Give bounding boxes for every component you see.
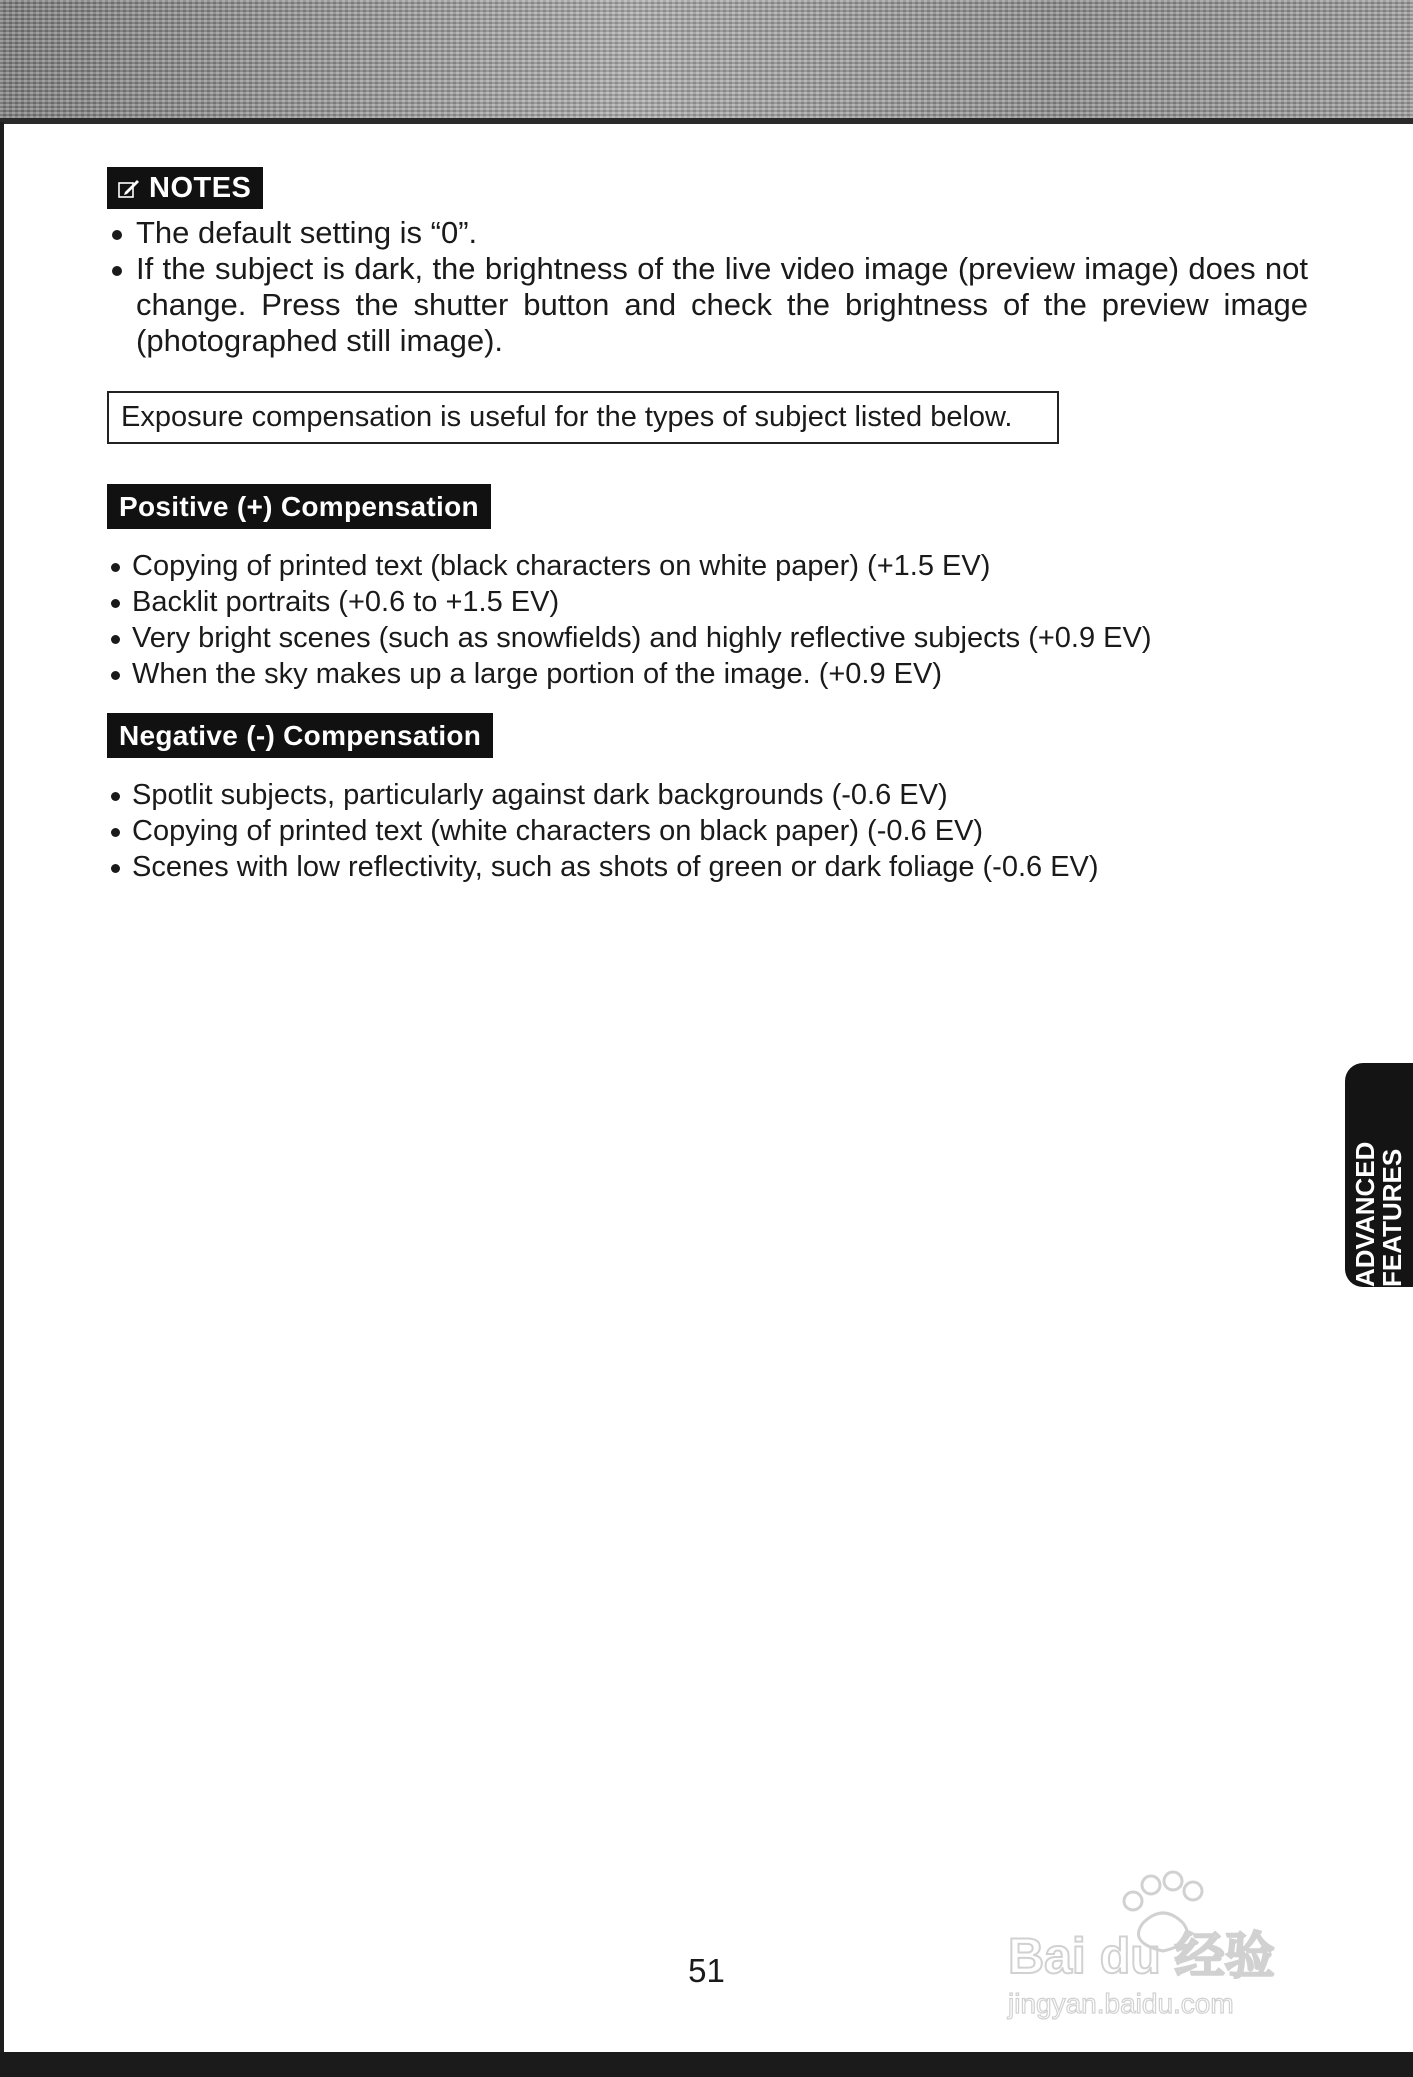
list-item: Very bright scenes (such as snowfields) and highly reflective subjects (+0.9 EV) xyxy=(108,620,1358,656)
list-item: Scenes with low reflectivity, such as shots of green or dark foliage (-0.6 EV) xyxy=(108,849,1358,885)
baidu-watermark-logo xyxy=(1003,1863,1333,2028)
advanced-features-tab xyxy=(1345,1063,1413,1287)
list-item: When the sky makes up a large portion of the image. (+0.9 EV) xyxy=(108,656,1358,692)
side-tab-label: ADVANCED FEATURES xyxy=(1350,1141,1407,1287)
negative-heading: Negative (-) Compensation xyxy=(107,713,493,758)
notes-badge xyxy=(107,167,263,209)
list-item: Copying of printed text (white characters on black paper) (-0.6 EV) xyxy=(108,813,1358,849)
pencil-note-icon xyxy=(117,177,141,199)
scan-left-edge xyxy=(0,122,12,2062)
list-item: Spotlit subjects, particularly against dark backgrounds (-0.6 EV) xyxy=(108,777,1358,813)
notes-label: NOTES xyxy=(149,171,252,204)
list-item: Copying of printed text (black characters on white paper) (+1.5 EV) xyxy=(108,548,1358,584)
watermark-url: jingyan.baidu.com xyxy=(1008,1988,1234,2019)
notes-list xyxy=(108,215,1308,359)
page-number: 51 xyxy=(688,1952,725,1989)
intro-box: Exposure compensation is useful for the types of subject listed below. xyxy=(107,391,1059,444)
header-divider xyxy=(0,118,1413,124)
negative-list xyxy=(108,777,1358,885)
positive-heading: Positive (+) Compensation xyxy=(107,484,491,529)
watermark-brand: Bai du 经验 xyxy=(1008,1928,1275,1984)
list-item: The default setting is “0”. xyxy=(108,215,1308,251)
scan-bottom-edge xyxy=(0,2052,1413,2077)
list-item: If the subject is dark, the brightness of the live video image (preview image) does not change. Press the shutter button and check the brightness of the preview image (photographed still image). xyxy=(108,251,1308,359)
scanned-header-band xyxy=(0,0,1413,122)
positive-list xyxy=(108,548,1358,692)
list-item: Backlit portraits (+0.6 to +1.5 EV) xyxy=(108,584,1358,620)
